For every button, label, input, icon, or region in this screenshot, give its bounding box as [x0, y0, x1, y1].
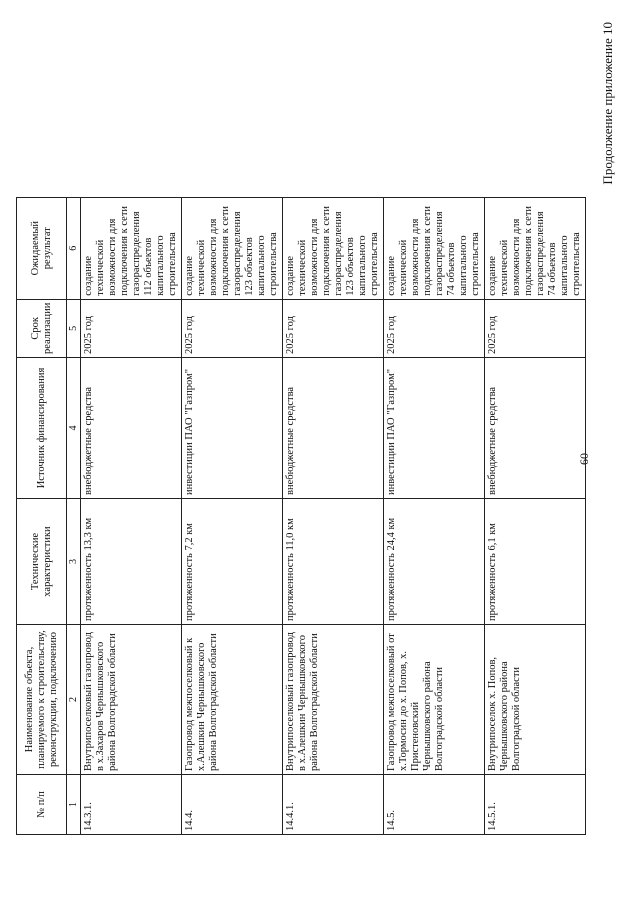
specification: протяженность 6,1 км [485, 499, 586, 625]
object-name: Внутрипоселок х. Попов, Чернышковского района Волгоградской области [485, 625, 586, 775]
row-number: 14.4.1. [283, 775, 384, 835]
funding-source: внебюджетные средства [485, 358, 586, 499]
header-cell-funding-source: Источник финансирования [17, 358, 67, 499]
projects-table [16, 197, 586, 835]
term: 2025 год [182, 299, 283, 357]
column-number: 2 [67, 625, 81, 775]
column-numbers-row [67, 197, 81, 834]
column-number: 4 [67, 358, 81, 499]
column-number: 6 [67, 197, 81, 299]
header-cell-expected-result: Ожидаемый результат [17, 197, 67, 299]
expected-result: создание технической возможности для подключения к сети газораспределения 112 объектов капитального строительства [81, 197, 182, 299]
object-name: Внутрипоселковый газопровод в х.Алешкин Чернышковского района Волгоградской области [283, 625, 384, 775]
column-number: 5 [67, 299, 81, 357]
funding-source: внебюджетные средства [283, 358, 384, 499]
row-number: 14.3.1. [81, 775, 182, 835]
header-cell-specifications: Технические характеристики [17, 499, 67, 625]
column-number: 3 [67, 499, 81, 625]
header-cell-number: № п/п [17, 775, 67, 835]
funding-source: инвестиции ПАО "Газпром" [182, 358, 283, 499]
table-row [485, 197, 586, 834]
expected-result: создание технической возможности для подключения к сети газораспределения 74 объектов капитального строительства [485, 197, 586, 299]
table-row [81, 197, 182, 834]
object-name: Газопровод межпоселковый от х.Тормосин до х. Попов, х. Пристеновский Чернышковского района Волгоградской области [384, 625, 485, 775]
header-row [17, 197, 67, 834]
row-number: 14.5.1. [485, 775, 586, 835]
header-cell-term: Срок реализации [17, 299, 67, 357]
object-name: Внутрипоселковый газопровод в х.Захаров Чернышковского района Волгоградской области [81, 625, 182, 775]
table-row [384, 197, 485, 834]
funding-source: инвестиции ПАО "Газпром" [384, 358, 485, 499]
table-row [182, 197, 283, 834]
page-number: 60 [577, 453, 591, 465]
row-number: 14.4. [182, 775, 283, 835]
specification: протяженность 11,0 км [283, 499, 384, 625]
continuation-label: Продолжение приложение 10 [600, 22, 615, 185]
expected-result: создание технической возможности для подключения к сети газораспределения 74 объектов капитального строительства [384, 197, 485, 299]
specification: протяженность 13,3 км [81, 499, 182, 625]
row-number: 14.5. [384, 775, 485, 835]
term: 2025 год [384, 299, 485, 357]
specification: протяженность 7,2 км [182, 499, 283, 625]
term: 2025 год [283, 299, 384, 357]
object-name: Газопровод межпоселковый к х.Алешкин Чернышковского района Волгоградской области [182, 625, 283, 775]
header-cell-object-name: Наименование объекта, планируемого к строительству, реконструкции, подключению [17, 625, 67, 775]
expected-result: создание технической возможности для подключения к сети газораспределения 123 объектов капитального строительства [283, 197, 384, 299]
specification: протяженность 24,4 км [384, 499, 485, 625]
table-row [283, 197, 384, 834]
funding-source: внебюджетные средства [81, 358, 182, 499]
term: 2025 год [81, 299, 182, 357]
expected-result: создание технической возможности для подключения к сети газораспределения 123 объектов капитального строительства [182, 197, 283, 299]
term: 2025 год [485, 299, 586, 357]
column-number: 1 [67, 775, 81, 835]
